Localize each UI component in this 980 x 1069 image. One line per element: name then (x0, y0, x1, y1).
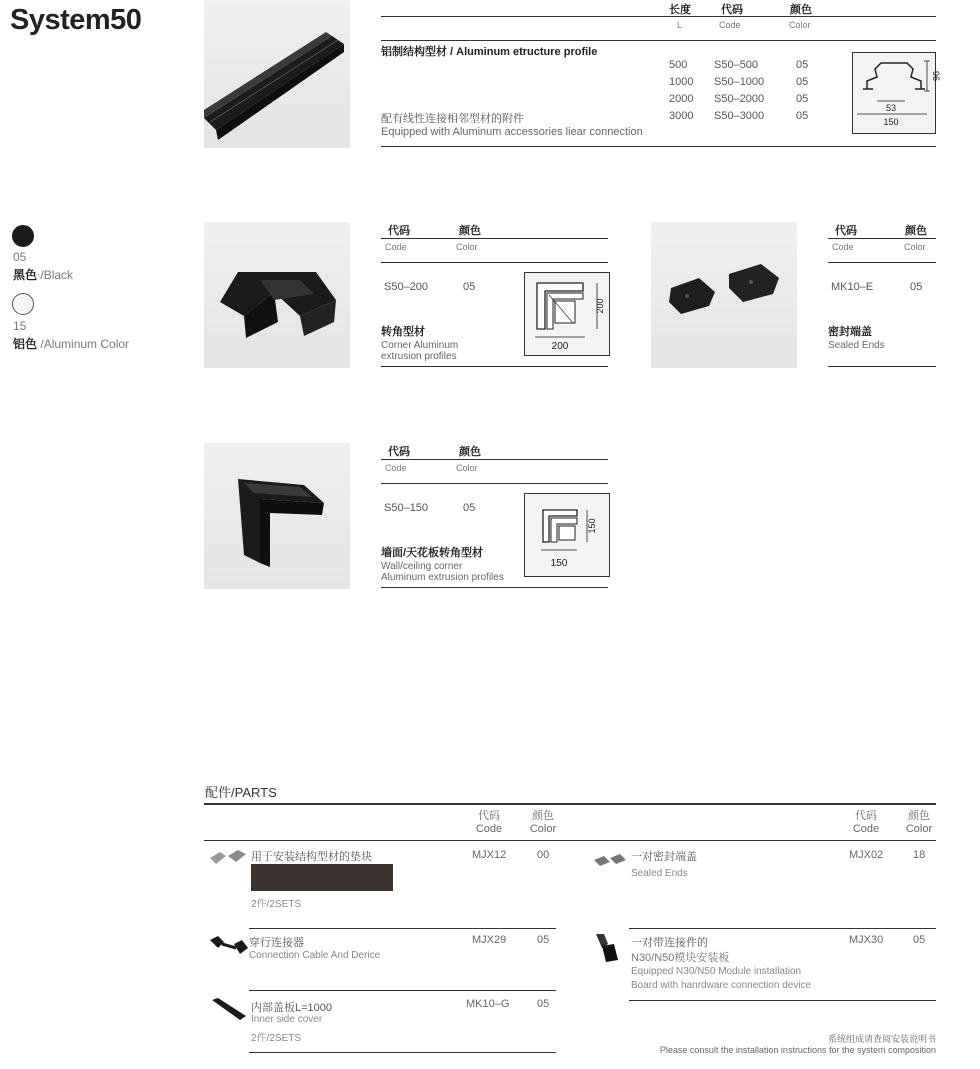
corner-head-rule (381, 238, 608, 239)
part-mjx02-name: 一对密封端盖 (631, 851, 697, 863)
wallcorner-bottom-rule (381, 587, 608, 588)
corner-sub-code: Code (385, 242, 407, 252)
swatch-aluminum-dot (12, 293, 34, 315)
sealed-desc: Sealed Ends (828, 340, 885, 351)
part-mjx02-image (592, 852, 628, 868)
profile-note-en: Equipped with Aluminum accessories liear connection (381, 126, 643, 138)
corner-diagram (524, 272, 610, 356)
sealed-head-color: 颜色 (905, 225, 927, 237)
corner-photo (204, 222, 350, 368)
part-mjx12-code: MJX12 (472, 849, 507, 861)
part-mjx30-desc: Equipped N30/N50 Module installation (631, 966, 802, 977)
corner-desc-1: Corner Aluminum (381, 340, 459, 351)
sealed-sub-code: Code (832, 242, 854, 252)
part-mjx29-image (208, 934, 248, 956)
parts-title: 配件/PARTS (205, 785, 277, 800)
sealed-head-code: 代码 (835, 225, 857, 237)
profile-sub-code: Code (719, 20, 741, 30)
sealed-sub-rule (828, 262, 936, 263)
profile-note-zh: 配有线性连接相邻型材的附件 (381, 113, 524, 125)
wallcorner-desc-1: Wall/ceiling corner (381, 561, 463, 572)
profile-head-color: 颜色 (790, 4, 812, 16)
part-mjx30-name: 一对带连接件的 (631, 937, 708, 949)
part-mk10g-color: 05 (537, 998, 550, 1010)
wallcorner-color: 05 (463, 502, 476, 514)
profile-photo (204, 0, 350, 148)
part-mjx12-qty: 2件/2SETS (251, 899, 302, 910)
part-row-rule (249, 990, 556, 991)
part-row-rule (249, 1052, 556, 1053)
color-swatches (12, 225, 172, 355)
corner-code: S50–200 (384, 281, 429, 293)
parts-top-rule (204, 803, 936, 805)
wallcorner-dim-w: 150 (550, 558, 568, 569)
wallcorner-sub-color: Color (456, 463, 478, 473)
profile-sub-rule (381, 40, 936, 41)
corner-profile-image (204, 222, 350, 368)
footnote-en: Please consult the installation instructions for the system composition (659, 1045, 936, 1055)
part-mjx29-desc: Connection Cable And Derice (249, 950, 381, 961)
parts-left-head-color: 颜色 Color (529, 810, 557, 835)
footnote (560, 1034, 936, 1056)
profile-sub-color: Color (789, 20, 811, 30)
part-mjx30-color: 05 (913, 934, 926, 946)
wallcorner-photo (204, 443, 350, 589)
sealed-color: 05 (910, 281, 923, 293)
redaction-block (251, 864, 393, 891)
part-mjx30-name-2: N30/N50模块安装板 (631, 952, 730, 964)
profile-table (660, 59, 820, 127)
sealed-ends-image (651, 222, 797, 368)
part-mjx02-desc: Sealed Ends (631, 868, 688, 879)
part-mjx29-color: 05 (537, 934, 550, 946)
parts-right-head-code: 代码 Code (852, 810, 880, 835)
wallcorner-code: S50–150 (384, 502, 429, 514)
profile-rail-image (204, 0, 350, 148)
profile-dim-height: 96 (931, 70, 941, 82)
swatch-black-code: 05 (13, 250, 27, 264)
part-mjx12-image (208, 848, 248, 868)
profile-row: 500 S50–500 05 (669, 59, 809, 71)
parts-left-head-code: 代码 Code (475, 810, 503, 835)
brand-title: System50 (10, 4, 142, 36)
wallcorner-head-color: 颜色 (459, 446, 481, 458)
profile-head-rule (381, 16, 936, 17)
corner-sub-rule (381, 262, 608, 263)
profile-dim-width: 150 (883, 117, 899, 127)
part-mjx02-code: MJX02 (849, 849, 884, 861)
part-mjx30-desc-2: Board with hanrdware connection device (631, 980, 812, 991)
parts-head-rule (204, 840, 936, 841)
part-row-rule (629, 928, 936, 929)
part-mjx12-color: 00 (537, 849, 550, 861)
part-mk10g-image (208, 996, 248, 1022)
swatch-black-dot (12, 225, 34, 247)
part-mjx02-color: 18 (913, 849, 926, 861)
part-mk10g-desc: Inner side cover (251, 1014, 323, 1025)
wallcorner-head-code: 代码 (388, 446, 410, 458)
wallcorner-desc-2: Aluminum extrusion profiles (381, 572, 504, 583)
profile-title: 铝制结构型材 / Aluminum etructure profile (381, 46, 598, 58)
swatch-aluminum-code: 15 (13, 319, 27, 333)
wallcorner-dim-h: 150 (587, 518, 597, 534)
part-mjx29-name: 穿行连接器 (249, 937, 304, 949)
footnote-zh: 系统组成请查阅安装说明书 (827, 1034, 936, 1044)
part-mjx12-name: 用于安装结构型材的垫块 (251, 851, 372, 863)
part-mjx30-image (592, 932, 624, 966)
part-mk10g-qty: 2件/2SETS (251, 1033, 302, 1044)
corner-color: 05 (463, 281, 476, 293)
corner-dim-w: 200 (551, 341, 569, 352)
corner-head-color: 颜色 (459, 225, 481, 237)
profile-head-length: 长度 (669, 4, 691, 16)
profile-row: 2000 S50–2000 05 (669, 93, 809, 105)
profile-bottom-rule (381, 146, 936, 147)
swatch-black-name: 黑色 /Black (13, 268, 74, 282)
profile-section-diagram (852, 52, 941, 134)
sealed-photo (651, 222, 797, 368)
part-mk10g-code: MK10–G (466, 998, 510, 1010)
profile-row: 3000 S50–3000 05 (669, 110, 809, 122)
part-row-rule (249, 928, 556, 929)
sealed-code: MK10–E (831, 281, 874, 293)
part-mjx29-code: MJX29 (472, 934, 507, 946)
profile-row: 1000 S50–1000 05 (669, 76, 809, 88)
wallcorner-sub-code: Code (385, 463, 407, 473)
swatch-aluminum-name: 铝色 /Aluminum Color (13, 337, 130, 351)
profile-dim-inner: 53 (885, 103, 897, 113)
corner-desc-2: extrusion profiles (381, 351, 457, 362)
wallcorner-profile-image (204, 443, 350, 589)
sealed-title: 密封端盖 (828, 326, 872, 338)
corner-dim-h: 200 (595, 298, 605, 314)
sealed-head-rule (828, 238, 936, 239)
wallcorner-diagram (524, 493, 610, 577)
sealed-sub-color: Color (904, 242, 926, 252)
part-row-rule (629, 1000, 936, 1001)
corner-bottom-rule (381, 366, 608, 367)
wallcorner-sub-rule (381, 483, 608, 484)
parts-right-head-color: 颜色 Color (905, 810, 933, 835)
part-mk10g-name: 内部盖板L=1000 (251, 1002, 333, 1014)
corner-head-code: 代码 (388, 225, 410, 237)
wallcorner-title: 墙面/天花板转角型材 (381, 547, 484, 559)
sealed-bottom-rule (828, 366, 936, 367)
corner-title: 转角型材 (381, 326, 425, 338)
profile-sub-length: L (677, 20, 683, 30)
corner-sub-color: Color (456, 242, 478, 252)
part-mjx30-code: MJX30 (849, 934, 884, 946)
wallcorner-head-rule (381, 459, 608, 460)
profile-head-code: 代码 (721, 4, 743, 16)
